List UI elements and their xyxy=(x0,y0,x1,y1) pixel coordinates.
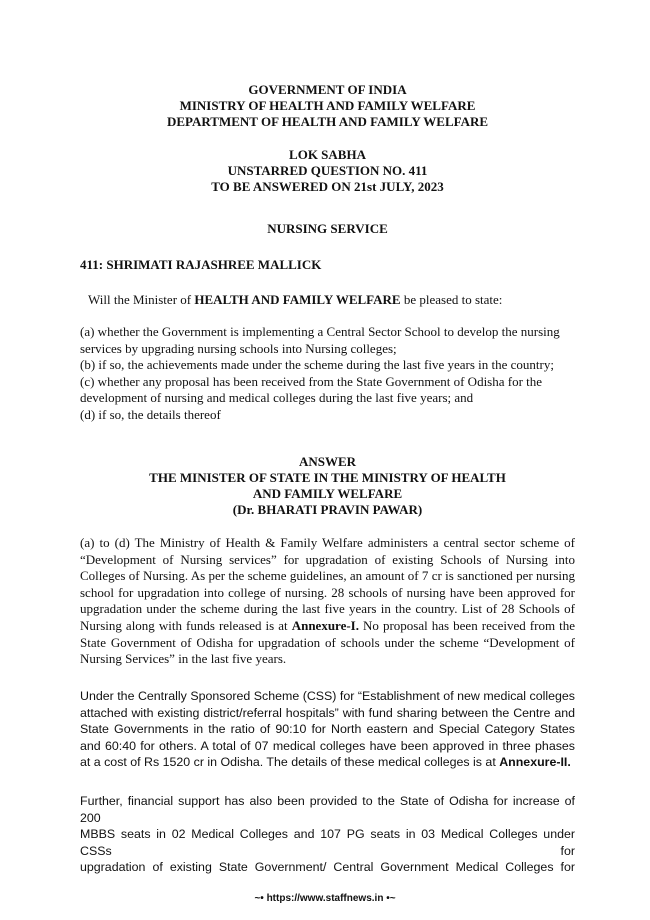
footer-watermark: ~• https://www.staffnews.in •~ xyxy=(254,893,396,904)
question-a: (a) whether the Government is implementing a Central Sector School to develop the nursing services by upgrading nursing schools into Nursing colleges; xyxy=(80,324,560,356)
annexure-2-ref: Annexure-II. xyxy=(499,755,571,769)
answer-heading xyxy=(80,454,575,518)
department-title: DEPARTMENT OF HEALTH AND FAMILY WELFARE xyxy=(166,114,489,129)
question-c: (c) whether any proposal has been received from the State Government of Odisha for the development of nursing and medical colleges during the last five years; and xyxy=(80,373,543,406)
para2-text: Under the Centrally Sponsored Scheme (CSS) for “Establishment of new medical colleges attached with existing district/referral hospitals” with fund sharing between the Centre and State Governments in the ratio of 90:10 for North eastern and Special Category States and 60:40 for others. A total of 07 medical colleges have been approved in three phases at a cost of Rs 1520 cr in Odisha. The details of these medical colleges is at xyxy=(80,689,575,769)
annexure-1-ref: Annexure-I. xyxy=(291,617,359,633)
para3-line-1: Further, financial support has also been provided to the State of Odisha for increase of 200 xyxy=(80,794,575,825)
para3-line-2: MBBS seats in 02 Medical Colleges and 107 PG seats in 03 Medical Colleges under CSSs for xyxy=(80,827,575,858)
question-b: (b) if so, the achievements made under the scheme during the last five years in the country; xyxy=(80,357,554,373)
question-number: UNSTARRED QUESTION NO. 411 xyxy=(227,163,428,178)
question-intro xyxy=(88,292,578,309)
para1-tail: No proposal has been received from the State Government of Odisha for upgradation of schools under the scheme “Development of Nursing Services” in the last five years. xyxy=(80,617,575,667)
minister-line-2: AND FAMILY WELFARE xyxy=(252,486,403,501)
question-by: 411: SHRIMATI RAJASHREE MALLICK xyxy=(80,257,322,272)
para1-text: (a) to (d) The Ministry of Health & Family Welfare administers a central sector scheme of “Development of Nursing services” for upgradation of existing Schools of Nursing into Colleges of Nursing. As per the scheme guidelines, an amount of 7 cr is sanctioned per nursing school for upgradation into college of nursing. 28 schools of nursing have been approved for upgradation under the scheme during the last five years in the country. List of 28 Schools of Nursing along with funds released is at xyxy=(80,535,575,633)
minister-line-1: THE MINISTER OF STATE IN THE MINISTRY OF HEALTH xyxy=(149,470,506,485)
answer-paragraph-3 xyxy=(80,793,575,876)
question-list xyxy=(80,324,575,424)
intro-ministry: HEALTH AND FAMILY WELFARE xyxy=(194,292,401,307)
subject-title: NURSING SERVICE xyxy=(267,221,388,236)
answer-paragraph-1 xyxy=(80,535,575,668)
ministry-title: MINISTRY OF HEALTH AND FAMILY WELFARE xyxy=(179,98,476,113)
answer-paragraph-2 xyxy=(80,688,575,771)
government-title: GOVERNMENT OF INDIA xyxy=(248,82,407,97)
question-meta xyxy=(80,147,575,195)
intro-post: be pleased to state: xyxy=(400,292,503,307)
para3-line-3: upgradation of existing State Government/ Central Government Medical Colleges for xyxy=(80,860,575,874)
question-d: (d) if so, the details thereof xyxy=(80,406,221,422)
answer-label: ANSWER xyxy=(298,454,357,469)
answer-date: TO BE ANSWERED ON 21st JULY, 2023 xyxy=(211,179,444,194)
minister-name: (Dr. BHARATI PRAVIN PAWAR) xyxy=(232,502,423,517)
intro-pre: Will the Minister of xyxy=(88,292,195,307)
letterhead xyxy=(80,82,575,130)
house-name: LOK SABHA xyxy=(289,147,366,162)
